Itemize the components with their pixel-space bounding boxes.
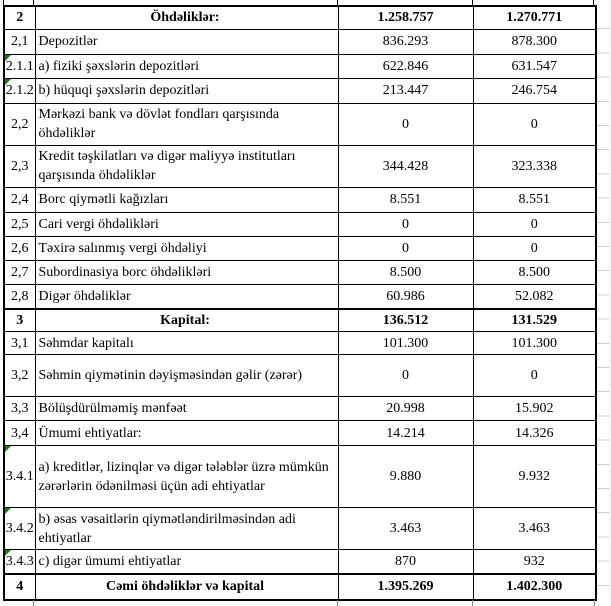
row-number-cell[interactable] — [4, 446, 35, 508]
table-row — [4, 332, 596, 355]
label-cell[interactable]: Səhmdar kapitalı — [35, 332, 338, 355]
value2-cell[interactable]: 0 — [473, 103, 596, 145]
row-number-cell[interactable] — [4, 54, 35, 78]
table-row — [4, 187, 596, 212]
row-number: 2.1.2 — [5, 83, 34, 98]
row-number: 3.4.3 — [5, 553, 34, 569]
value2-cell[interactable]: 131.529 — [473, 309, 596, 332]
label-cell[interactable]: a) kreditlər, lizinqlər və digər tələblər üzrə mümkün zərərlərin ödənilməsi üçün adi ehtiyatlar — [35, 446, 338, 508]
value2-cell[interactable]: 3.463 — [473, 508, 596, 550]
label-cell[interactable]: Bölüşdürülməmiş mənfəət — [35, 397, 338, 421]
table-row — [4, 397, 596, 421]
table-row — [4, 355, 596, 397]
value1-cell[interactable]: 0 — [338, 355, 473, 397]
table-row — [4, 78, 596, 103]
error-indicator-icon — [5, 508, 11, 514]
label-cell[interactable]: Depozitlər — [35, 29, 338, 54]
label-cell[interactable]: Ümumi ehtiyatlar: — [35, 421, 338, 446]
gridline-stub — [472, 600, 473, 606]
label-cell[interactable]: a) fiziki şəxslərin depozitləri — [35, 54, 338, 78]
table-row — [4, 421, 596, 446]
sheet-gridlines-right — [597, 5, 609, 599]
value2-cell[interactable]: 14.326 — [473, 421, 596, 446]
gridline-stub — [594, 600, 595, 606]
value2-cell[interactable]: 932 — [473, 550, 596, 574]
label-cell[interactable]: b) hüquqi şəxslərin depozitləri — [35, 78, 338, 103]
value1-cell[interactable]: 1.258.757 — [338, 6, 473, 29]
value1-cell[interactable]: 60.986 — [338, 284, 473, 309]
value2-cell[interactable]: 1.402.300 — [473, 574, 596, 600]
value1-cell[interactable]: 0 — [338, 212, 473, 236]
value1-cell[interactable]: 870 — [338, 550, 473, 574]
table-row — [4, 236, 596, 260]
gridline-stub — [33, 600, 34, 606]
row-number-cell[interactable]: 2,7 — [4, 260, 35, 284]
label-cell[interactable]: c) digər ümumi ehtiyatlar — [35, 550, 338, 574]
value2-cell[interactable]: 52.082 — [473, 284, 596, 309]
row-number-cell[interactable]: 3,3 — [4, 397, 35, 421]
value1-cell[interactable]: 1.395.269 — [338, 574, 473, 600]
row-number-cell[interactable]: 3,4 — [4, 421, 35, 446]
table-row — [4, 284, 596, 309]
row-number-cell[interactable]: 2,3 — [4, 145, 35, 187]
row-number-cell[interactable]: 3,1 — [4, 332, 35, 355]
table-row — [4, 260, 596, 284]
label-cell[interactable]: Subordinasiya borc öhdəlikləri — [35, 260, 338, 284]
label-cell[interactable]: Kredit təşkilatları və digər maliyyə institutları qarşısında öhdəliklər — [35, 145, 338, 187]
gridline-stub — [337, 600, 338, 606]
row-number: 2.1.1 — [5, 58, 34, 74]
table-row — [4, 145, 596, 187]
table-row — [4, 212, 596, 236]
value1-cell[interactable]: 8.500 — [338, 260, 473, 284]
value1-cell[interactable]: 20.998 — [338, 397, 473, 421]
error-indicator-icon — [5, 79, 11, 85]
value2-cell[interactable]: 1.270.771 — [473, 6, 596, 29]
label-cell[interactable]: Kapital: — [35, 309, 338, 332]
value1-cell[interactable]: 9.880 — [338, 446, 473, 508]
value2-cell[interactable]: 0 — [473, 212, 596, 236]
value1-cell[interactable]: 622.846 — [338, 54, 473, 78]
row-number-cell[interactable]: 4 — [4, 574, 35, 600]
value2-cell[interactable]: 9.932 — [473, 446, 596, 508]
table-row — [4, 103, 596, 145]
label-cell[interactable]: Cəmi öhdəliklər və kapital — [35, 574, 338, 600]
value2-cell[interactable]: 631.547 — [473, 54, 596, 78]
row-number-cell[interactable]: 2,8 — [4, 284, 35, 309]
value2-cell[interactable]: 15.902 — [473, 397, 596, 421]
value1-cell[interactable]: 14.214 — [338, 421, 473, 446]
row-number-cell[interactable] — [4, 78, 35, 103]
value2-cell[interactable]: 323.338 — [473, 145, 596, 187]
table-row — [4, 446, 596, 508]
label-cell[interactable]: Səhmin qiymətinin dəyişməsindən gəlir (zərər) — [35, 355, 338, 397]
table-row — [4, 54, 596, 78]
value2-cell[interactable]: 101.300 — [473, 332, 596, 355]
row-number-cell[interactable]: 3 — [4, 309, 35, 332]
value1-cell[interactable]: 344.428 — [338, 145, 473, 187]
value1-cell[interactable]: 213.447 — [338, 78, 473, 103]
row-number-cell[interactable]: 2,6 — [4, 236, 35, 260]
table-row — [4, 550, 596, 574]
table-row — [4, 508, 596, 550]
table-row — [4, 6, 596, 29]
value1-cell[interactable]: 0 — [338, 236, 473, 260]
label-cell[interactable]: b) əsas vəsaitlərin qiymətləndirilməsindən adi ehtiyatlar — [35, 508, 338, 550]
label-cell[interactable]: Təxirə salınmış vergi öhdəliyi — [35, 236, 338, 260]
value1-cell[interactable]: 836.293 — [338, 29, 473, 54]
value2-cell[interactable]: 878.300 — [473, 29, 596, 54]
row-number: 3.4.1 — [5, 469, 34, 484]
table-row — [4, 309, 596, 332]
row-number-cell[interactable] — [4, 508, 35, 550]
value2-cell[interactable]: 246.754 — [473, 78, 596, 103]
balance-sheet-table — [3, 5, 597, 601]
value1-cell[interactable]: 101.300 — [338, 332, 473, 355]
row-number-cell[interactable] — [4, 550, 35, 574]
error-indicator-icon — [5, 446, 11, 452]
error-indicator-icon — [5, 55, 11, 61]
label-cell[interactable]: Mərkəzi bank və dövlət fondları qarşısında öhdəliklər — [35, 103, 338, 145]
value1-cell[interactable]: 136.512 — [338, 309, 473, 332]
value1-cell[interactable]: 0 — [338, 103, 473, 145]
row-number: 3.4.2 — [5, 521, 34, 536]
row-number-cell[interactable]: 2,4 — [4, 187, 35, 212]
label-cell[interactable]: Borc qiymətli kağızları — [35, 187, 338, 212]
error-indicator-icon — [5, 550, 11, 556]
row-number-cell[interactable]: 3,2 — [4, 355, 35, 397]
row-number-cell[interactable]: 2,1 — [4, 29, 35, 54]
table-row — [4, 29, 596, 54]
label-cell[interactable]: Öhdəliklər: — [35, 6, 338, 29]
value2-cell[interactable]: 8.500 — [473, 260, 596, 284]
value1-cell[interactable]: 8.551 — [338, 187, 473, 212]
label-cell[interactable]: Digər öhdəliklər — [35, 284, 338, 309]
value2-cell[interactable]: 8.551 — [473, 187, 596, 212]
row-number-cell[interactable]: 2,5 — [4, 212, 35, 236]
sheet-gridline-vertical — [609, 0, 610, 606]
value2-cell[interactable]: 0 — [473, 355, 596, 397]
table-row — [4, 574, 596, 600]
value2-cell[interactable]: 0 — [473, 236, 596, 260]
value1-cell[interactable]: 3.463 — [338, 508, 473, 550]
label-cell[interactable]: Cari vergi öhdəlikləri — [35, 212, 338, 236]
row-number-cell[interactable]: 2 — [4, 6, 35, 29]
row-number-cell[interactable]: 2,2 — [4, 103, 35, 145]
